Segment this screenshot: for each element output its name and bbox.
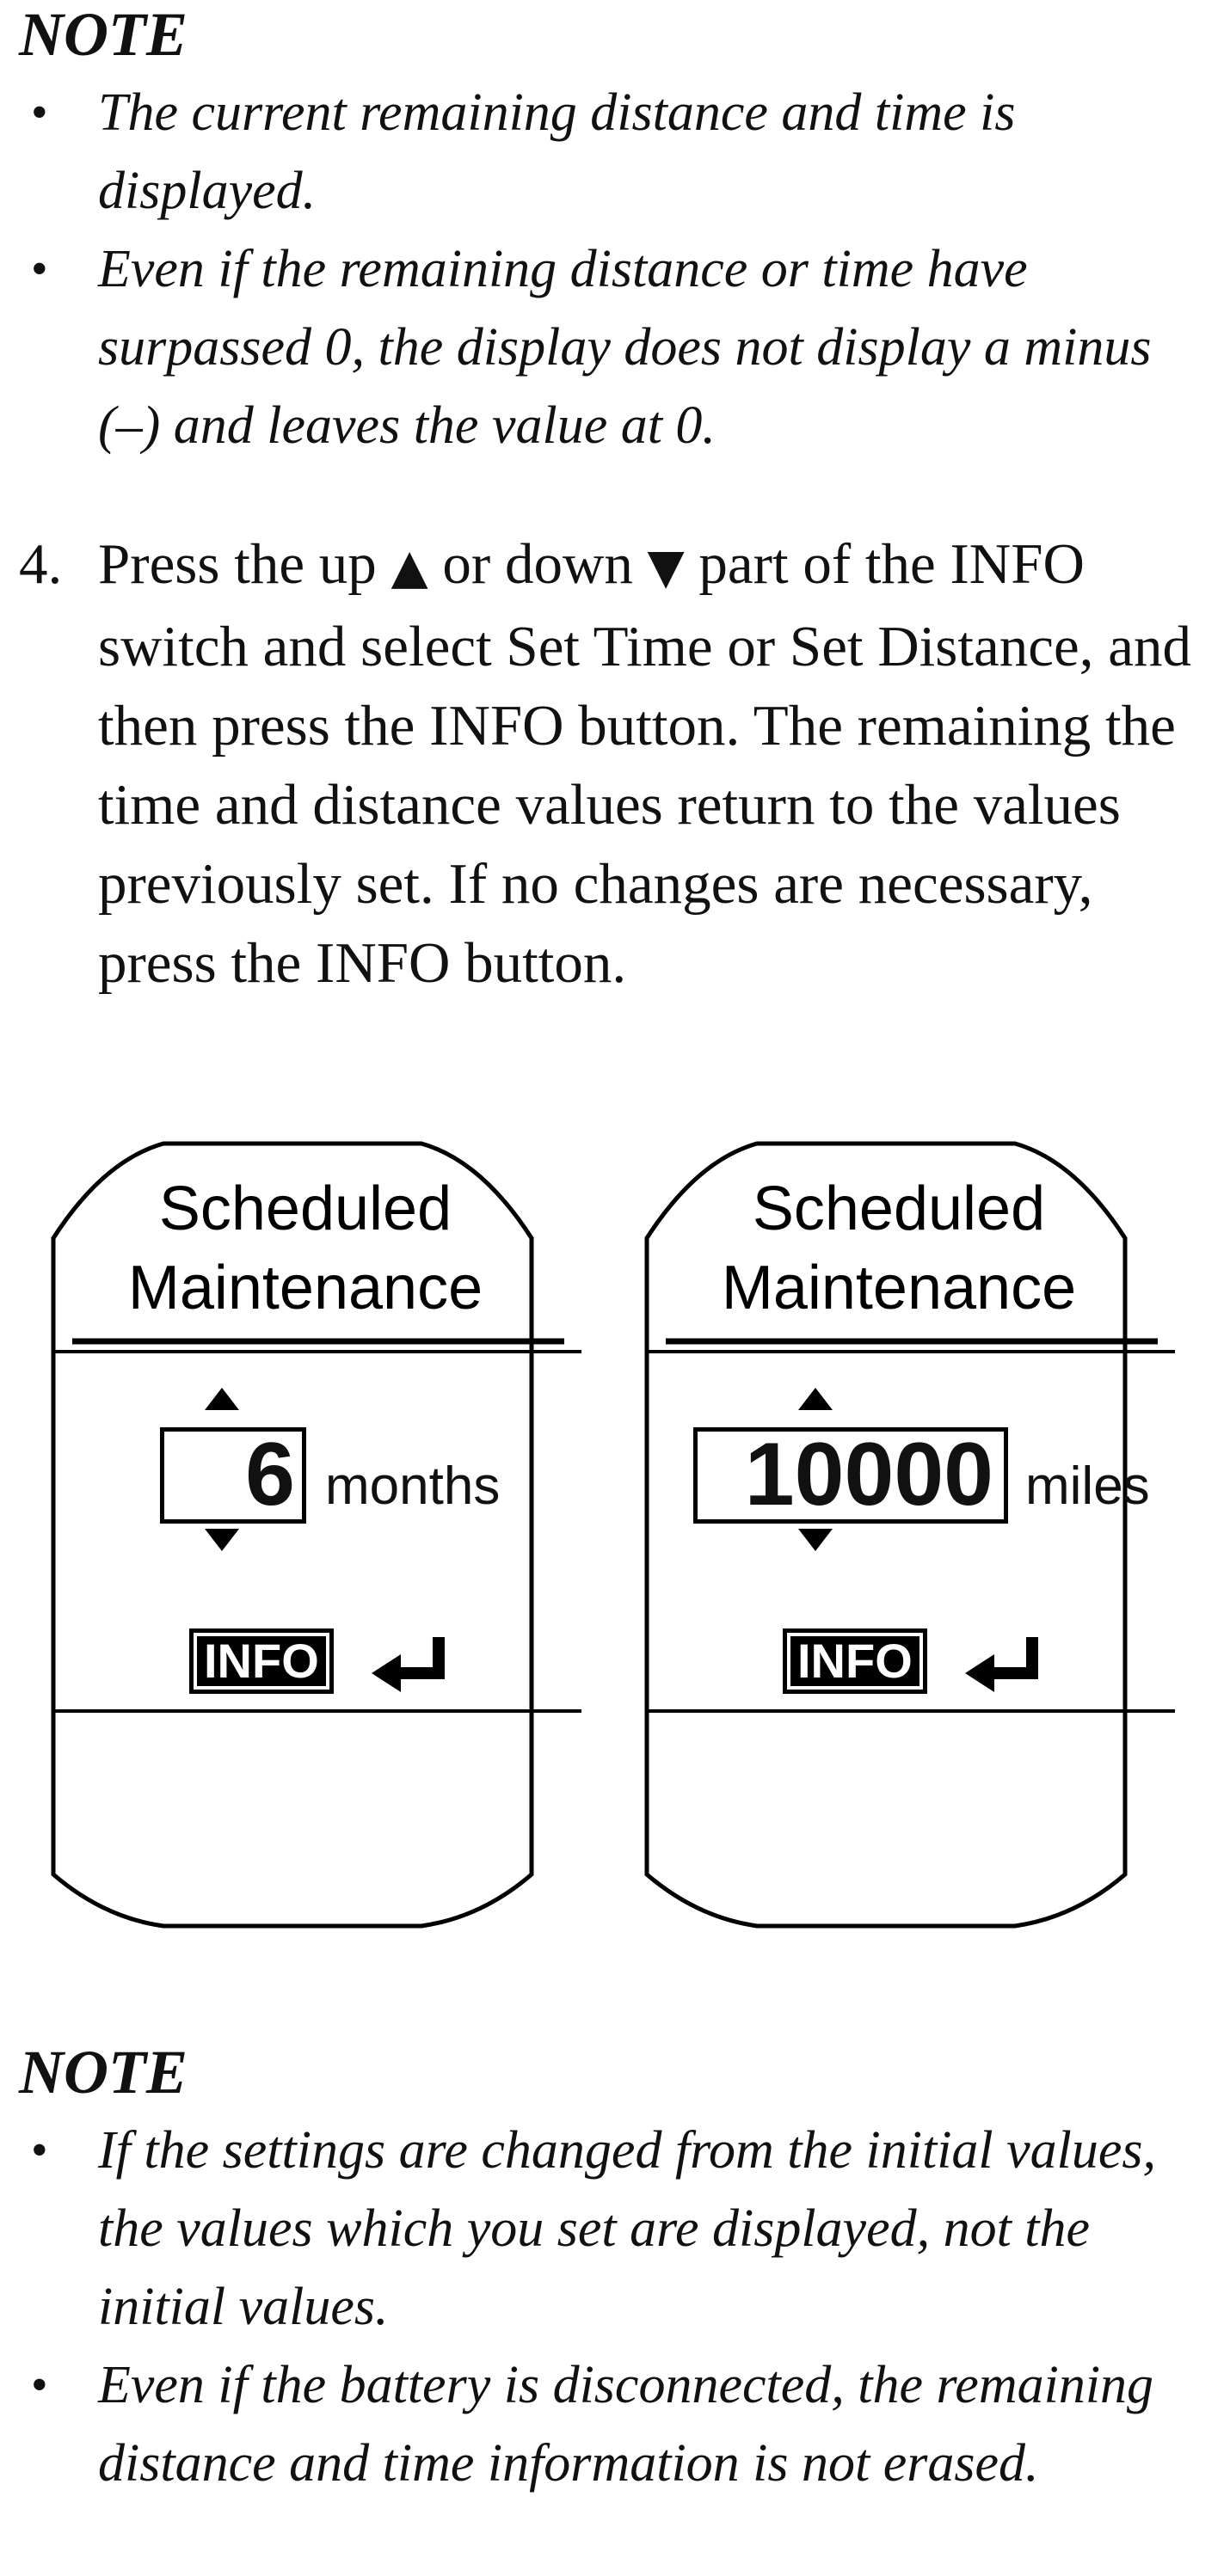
left-enter-icon xyxy=(397,1637,439,1673)
left-panel-title-line2: Maintenance xyxy=(127,1254,483,1322)
note-item: • If the settings are changed from the initial values, the values which you set are displayed, not the initial values. xyxy=(0,2112,1230,2346)
note-list xyxy=(0,2112,1230,2503)
left-value-box: 6 xyxy=(160,1427,306,1524)
left-panel-title-line1: Scheduled xyxy=(158,1175,452,1243)
right-info-badge: INFO xyxy=(783,1628,927,1694)
right-panel-title-line2: Maintenance xyxy=(721,1254,1077,1322)
note-title: NOTE xyxy=(19,0,188,69)
left-down-arrow-icon xyxy=(205,1529,239,1551)
step-text-3: part of the INFO switch and select Set Time or Set Distance, and then press the INFO button. The remaining the time and distance values return to the values previously set. If no changes are necessary, press the INFO button. xyxy=(98,532,1191,995)
down-triangle-icon: ▼ xyxy=(647,539,685,595)
step-instruction xyxy=(19,524,1223,1003)
note-list xyxy=(0,74,1230,465)
right-panel-title-line1: Scheduled xyxy=(752,1175,1046,1243)
right-unit-label: miles xyxy=(1025,1457,1150,1516)
step-text-2: or down xyxy=(442,532,633,596)
left-unit-label: months xyxy=(325,1457,501,1516)
right-down-arrow-icon xyxy=(798,1529,833,1551)
display-illustration xyxy=(0,1126,1230,1943)
note-item: • Even if the battery is disconnected, the remaining distance and time information is not erased. xyxy=(0,2346,1230,2503)
right-enter-icon xyxy=(991,1637,1032,1673)
note-item: • Even if the remaining distance or time have surpassed 0, the display does not display a minus (–) and leaves the value at 0. xyxy=(0,230,1230,465)
right-up-arrow-icon xyxy=(798,1388,833,1410)
note-item: • The current remaining distance and time is displayed. xyxy=(0,74,1230,230)
step-number: 4. xyxy=(19,532,63,596)
left-info-badge: INFO xyxy=(189,1628,334,1694)
step-text-1: Press the up xyxy=(98,532,377,596)
right-value-box: 10000 xyxy=(693,1427,1008,1524)
up-triangle-icon: ▲ xyxy=(391,539,428,595)
note-title: NOTE xyxy=(19,2038,188,2107)
left-up-arrow-icon xyxy=(205,1388,239,1410)
